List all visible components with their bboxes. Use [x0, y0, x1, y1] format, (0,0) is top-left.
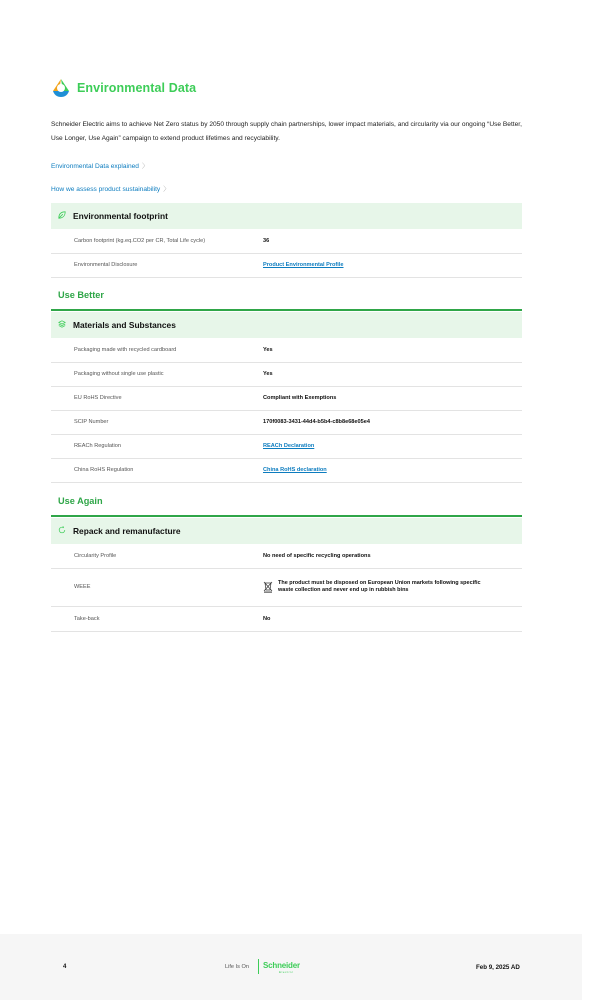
row-value: The product must be disposed on European Union markets following specific waste collection and never end up in rubbish bins [278, 580, 481, 593]
row-key: REACh Regulation [74, 443, 121, 449]
table-row [51, 253, 522, 278]
row-key: SCIP Number [74, 419, 109, 425]
page-header [51, 78, 196, 98]
section-environmental-footprint [51, 203, 522, 229]
row-value: 36 [263, 238, 270, 244]
china-rohs-declaration-link[interactable]: China RoHS declaration [263, 467, 327, 473]
link-label: Environmental Data explained [51, 163, 139, 170]
row-value: 170f0083-3431-44d4-b5b4-c8b8e68e05e4 [263, 419, 370, 425]
tagline: Life Is On [225, 964, 249, 970]
table-row [51, 410, 522, 435]
table-row [51, 229, 522, 254]
page-number: 4 [63, 964, 67, 970]
reach-declaration-link[interactable]: REACh Declaration [263, 443, 315, 449]
table-row [51, 568, 522, 607]
environment-logo-icon [51, 78, 71, 98]
table-row [51, 386, 522, 411]
row-key: Take-back [74, 616, 100, 622]
environmental-data-explained-link[interactable] [51, 160, 149, 170]
assess-sustainability-link[interactable] [51, 183, 170, 193]
group-divider [51, 309, 522, 311]
row-key: Circularity Profile [74, 553, 117, 559]
row-value: Compliant with Exemptions [263, 395, 337, 401]
table-row [51, 338, 522, 363]
table-row [51, 607, 522, 632]
chevron-right-icon: 〉 [163, 186, 170, 193]
row-value: No need of specific recycling operations [263, 553, 371, 559]
footer-divider [258, 959, 259, 974]
chevron-right-icon: 〉 [141, 163, 149, 170]
row-key: WEEE [74, 584, 91, 590]
layers-icon [51, 320, 73, 330]
weee-value [263, 580, 488, 593]
group-use-better: Use Better [58, 290, 104, 300]
table-row [51, 362, 522, 387]
brand-logo-sub: Electric [279, 970, 294, 974]
intro-paragraph: Schneider Electric aims to achieve Net Zero status by 2050 through supply chain partnerships, lower impact materials, and circularity via our ongoing “Use Better, Use Longer, Use Again” campaign to extend product lifetimes and recyclability. [51, 121, 522, 142]
section-materials-and-substances [51, 312, 522, 338]
crossed-bin-icon [263, 581, 273, 593]
section-title: Materials and Substances [73, 320, 176, 330]
row-key: Packaging without single use plastic [74, 371, 164, 377]
row-value: Yes [263, 347, 273, 353]
footer-date: Feb 9, 2025 AD [476, 964, 520, 971]
row-key: China RoHS Regulation [74, 467, 134, 473]
link-label: How we assess product sustainability [51, 186, 161, 193]
section-repack-and-remanufacture [51, 518, 522, 544]
section-title: Repack and remanufacture [73, 526, 181, 536]
group-divider [51, 515, 522, 517]
table-row [51, 458, 522, 483]
table-row [51, 544, 522, 569]
row-key: Environmental Disclosure [74, 262, 138, 268]
row-key: EU RoHS Directive [74, 395, 122, 401]
row-key: Carbon footprint (kg.eq.CO2 per CR, Total Life cycle) [74, 238, 206, 244]
page-footer [0, 934, 582, 1000]
recycle-icon [51, 526, 73, 536]
row-value: Yes [263, 371, 273, 377]
section-title: Environmental footprint [73, 211, 168, 221]
brand-logo: Schneider [263, 961, 300, 970]
row-value: No [263, 616, 271, 622]
row-key: Packaging made with recycled cardboard [74, 347, 177, 353]
page-title: Environmental Data [77, 81, 197, 95]
table-row [51, 434, 522, 459]
leaf-icon [51, 211, 73, 221]
group-use-again: Use Again [58, 496, 103, 506]
product-environmental-profile-link[interactable]: Product Environmental Profile [263, 262, 344, 268]
